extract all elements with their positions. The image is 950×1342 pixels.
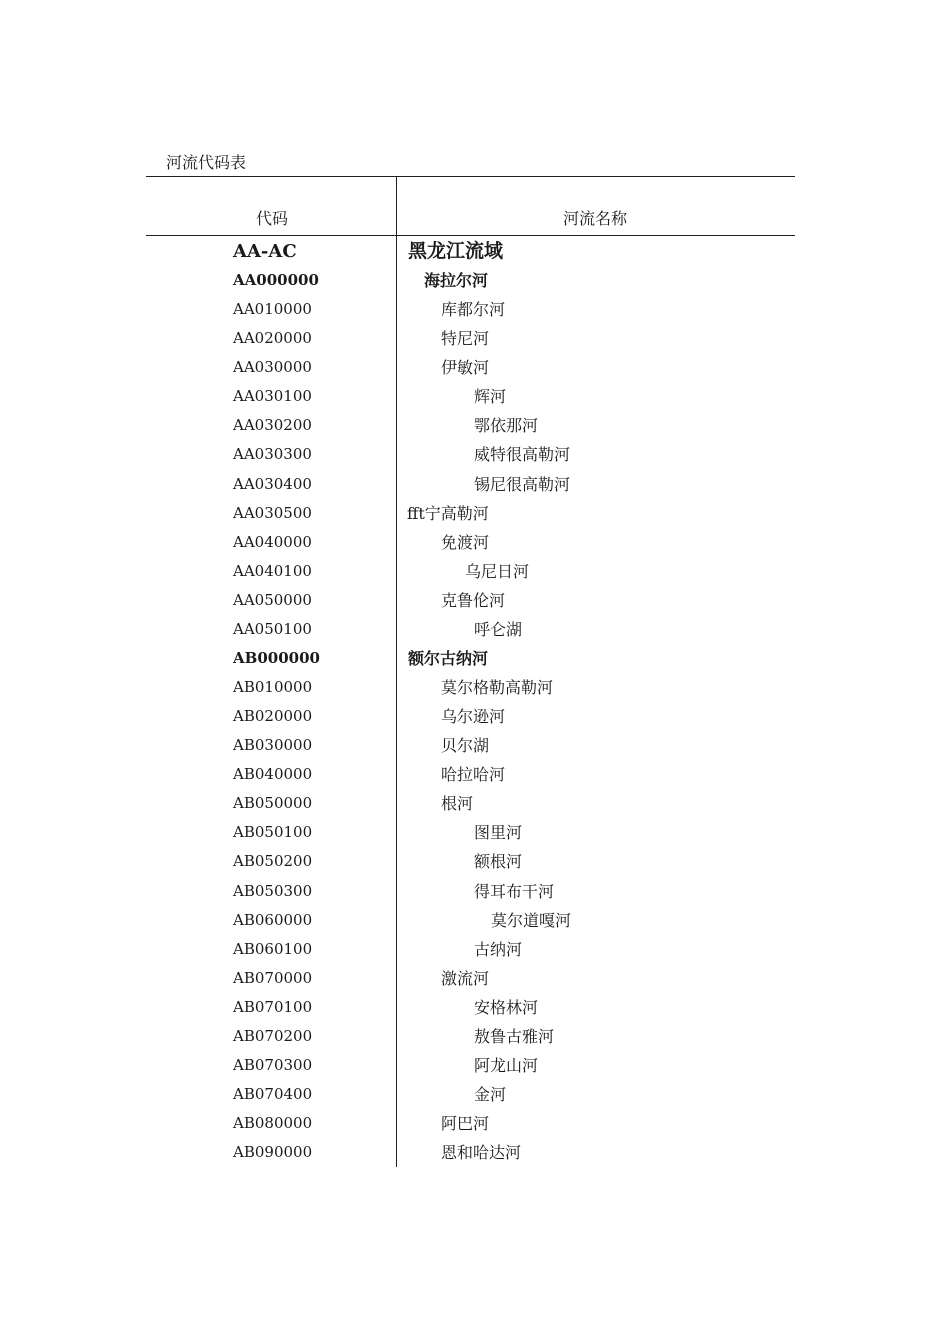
river-code: AB020000 [233, 707, 313, 726]
river-name: 额尔古纳河 [408, 648, 489, 668]
river-code: AA-AC [233, 241, 297, 262]
river-name: 激流河 [441, 968, 490, 988]
river-name: 恩和哈达河 [441, 1143, 522, 1163]
river-name: 敖鲁古雅河 [474, 1026, 555, 1046]
river-name: 免渡河 [441, 532, 490, 552]
river-code: AB070300 [233, 1055, 313, 1074]
column-header-code: 代码 [256, 209, 289, 228]
river-code: AB070200 [233, 1026, 313, 1045]
river-name: 威特很高勒河 [474, 445, 571, 465]
header-bottom-rule [146, 235, 795, 236]
river-name: 得耳布干河 [474, 881, 555, 901]
table-row [146, 964, 795, 993]
table-row [146, 615, 795, 644]
table-row [146, 440, 795, 469]
river-code: AA030500 [233, 503, 312, 522]
table-row [146, 818, 795, 847]
table-row [146, 586, 795, 615]
table-row [146, 906, 795, 935]
river-name: 辉河 [474, 387, 507, 407]
river-code: AA020000 [233, 329, 312, 348]
river-name: 安格林河 [474, 997, 539, 1017]
table-row [146, 1022, 795, 1051]
river-name: fft宁高勒河 [407, 503, 489, 523]
river-code: AB060000 [233, 910, 313, 929]
river-name: 图里河 [474, 823, 523, 843]
column-header-name: 河流名称 [563, 209, 628, 228]
river-code: AB050100 [233, 823, 313, 842]
table-row [146, 237, 795, 266]
river-name: 伊敏河 [441, 358, 490, 378]
river-code: AA030300 [233, 445, 312, 464]
river-code: AB010000 [233, 678, 313, 697]
river-name: 黑龙江流域 [408, 240, 504, 262]
table-top-rule [146, 176, 795, 177]
table-row [146, 1080, 795, 1109]
river-name: 鄂依那河 [474, 416, 539, 436]
river-name: 乌尼日河 [465, 561, 530, 581]
table-row [146, 847, 795, 876]
river-code: AA030200 [233, 416, 312, 435]
table-row [146, 528, 795, 557]
river-code: AA030400 [233, 474, 312, 493]
table-row [146, 673, 795, 702]
river-code: AA010000 [233, 300, 312, 319]
river-code: AA030100 [233, 387, 312, 406]
river-code: AB080000 [233, 1114, 313, 1133]
river-code: AB040000 [233, 765, 313, 784]
river-name: 古纳河 [474, 939, 523, 959]
river-name: 锡尼很高勒河 [474, 474, 571, 494]
river-code: AA050100 [233, 619, 312, 638]
table-row [146, 1051, 795, 1080]
river-name: 额根河 [474, 852, 523, 872]
river-name: 哈拉哈河 [441, 765, 506, 785]
river-code: AB070400 [233, 1085, 313, 1104]
table-row [146, 499, 795, 528]
table-row [146, 557, 795, 586]
table-row [146, 266, 795, 295]
river-name: 金河 [474, 1085, 507, 1105]
river-name: 莫尔道嘎河 [491, 910, 572, 930]
river-code: AB090000 [233, 1143, 313, 1162]
river-code: AA050000 [233, 590, 312, 609]
river-code: AB050000 [233, 794, 313, 813]
river-code: AB030000 [233, 736, 313, 755]
table-row [146, 295, 795, 324]
river-code: AB000000 [233, 648, 320, 667]
river-name: 呼仑湖 [474, 619, 523, 639]
river-code: AA040100 [233, 561, 312, 580]
river-name: 贝尔湖 [441, 736, 490, 756]
river-code: AB060100 [233, 939, 313, 958]
river-code: AA040000 [233, 532, 312, 551]
table-row [146, 353, 795, 382]
river-name: 根河 [441, 794, 474, 814]
river-name: 阿龙山河 [474, 1055, 539, 1075]
river-code: AA000000 [233, 271, 319, 290]
river-name: 阿巴河 [441, 1114, 490, 1134]
table-row [146, 760, 795, 789]
table-row [146, 731, 795, 760]
table-row [146, 1138, 795, 1167]
table-row [146, 1109, 795, 1138]
river-code: AB050200 [233, 852, 313, 871]
table-row [146, 470, 795, 499]
table-row [146, 702, 795, 731]
table-row [146, 324, 795, 353]
table-row [146, 644, 795, 673]
river-name: 库都尔河 [441, 300, 506, 320]
table-row [146, 382, 795, 411]
river-name: 海拉尔河 [424, 271, 489, 291]
river-name: 乌尔逊河 [441, 707, 506, 727]
table-row [146, 877, 795, 906]
river-name: 莫尔格勒高勒河 [441, 678, 554, 698]
table-row [146, 789, 795, 818]
table-title: 河流代码表 [166, 153, 247, 172]
table-row [146, 993, 795, 1022]
table-row [146, 935, 795, 964]
river-name: 克鲁伦河 [441, 590, 506, 610]
river-code: AA030000 [233, 358, 312, 377]
river-code: AB070100 [233, 997, 313, 1016]
table-row [146, 411, 795, 440]
river-code: AB070000 [233, 968, 313, 987]
river-name: 特尼河 [441, 329, 490, 349]
river-code: AB050300 [233, 881, 313, 900]
